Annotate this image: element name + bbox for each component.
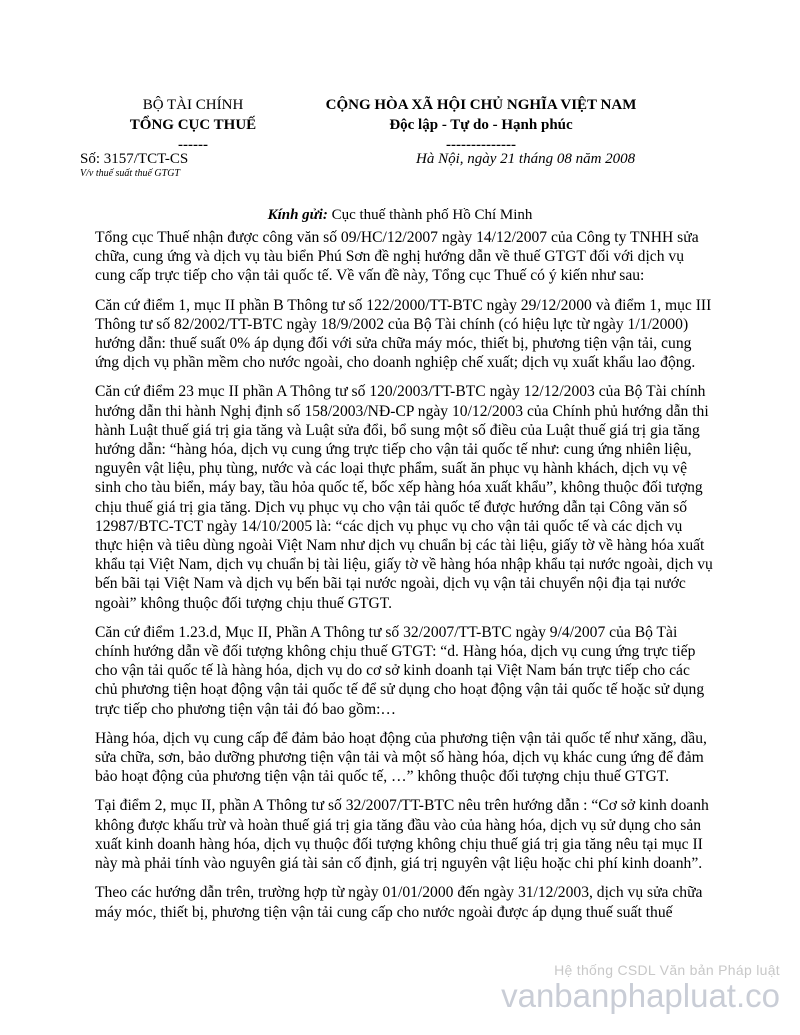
country-name: CỘNG HÒA XÃ HỘI CHỦ NGHĨA VIỆT NAM bbox=[325, 97, 637, 113]
body-paragraph: Căn cứ điểm 1, mục II phần B Thông tư số 122/2000/TT-BTC ngày 29/12/2000 và điểm 1, mục III Thông tư số 82/2002/TT-BTC ngày 18/9/2002 của Bộ Tài chính (có hiệu lực từ ngày 1/1/2000) hướng dẫn: thuế suất 0% áp dụng đối với sửa chữa máy móc, thiết bị, phương tiện vận tải, cung ứng dịch vụ phần mềm cho nước ngoài, cho doanh nghiệp chế xuất; dịch vụ xuất khẩu lao động. bbox=[95, 296, 712, 372]
body-paragraph: Theo các hướng dẫn trên, trường hợp từ ngày 01/01/2000 đến ngày 31/12/2003, dịch vụ sửa chữa máy móc, thiết bị, phương tiện vận tải cung cấp cho nước ngoài được áp dụng thuế suất thuế bbox=[95, 884, 703, 921]
recipient-name: Cục thuế thành phố Hồ Chí Minh bbox=[327, 207, 533, 223]
body-paragraph: Hàng hóa, dịch vụ cung cấp để đảm bảo hoạt động của phương tiện vận tải quốc tế như xăng, dầu, sửa chữa, sơn, bảo dưỡng phương tiện vận tải và một số hàng hóa, dịch vụ khác cung ứng để đảm bảo hoạt động của phương tiện vận tải quốc tế, …” không thuộc đối tượng chịu thuế GTGT. bbox=[95, 729, 707, 786]
body-paragraph: Căn cứ điểm 1.23.d, Mục II, Phần A Thông tư số 32/2007/TT-BTC ngày 9/4/2007 của Bộ Tài chính hướng dẫn về đối tượng không chịu thuế GTGT: “d. Hàng hóa, dịch vụ cung ứng trực tiếp cho vận tải quốc tế là hàng hóa, dịch vụ do cơ sở kinh doanh tại Việt Nam bán trực tiếp cho các chủ phương tiện hoạt động vận tải quốc tế để sử dụng cho hoạt động vận tải quốc tế hoặc sử dụng trực tiếp cho phương tiện vận tải đó bao gồm:… bbox=[95, 623, 705, 718]
document-number: Số: 3157/TCT-CS bbox=[80, 151, 189, 167]
document-body bbox=[95, 228, 713, 932]
watermark-site: vanbanphapluat.co bbox=[501, 977, 780, 1014]
recipient-label: Kính gửi: bbox=[267, 207, 328, 223]
issuer-divider: ------ bbox=[178, 137, 208, 153]
body-paragraph: Tại điểm 2, mục II, phần A Thông tư số 32/2007/TT-BTC nêu trên hướng dẫn : “Cơ sở kinh doanh không được khấu trừ và hoàn thuế giá trị gia tăng đầu vào của hàng hóa, dịch vụ sử dụng cho sản xuất kinh doanh hàng hóa, dịch vụ thuộc đối tượng không chịu thuế giá trị gia tăng nêu tại mục II này mà phải tính vào nguyên giá tài sản cố định, giá trị nguyên vật liệu hoặc chi phí kinh doanh”. bbox=[95, 797, 709, 873]
ministry-name: BỘ TÀI CHÍNH bbox=[142, 97, 244, 113]
recipient-line bbox=[0, 206, 800, 224]
document-subject: V/v thuế suất thuế GTGT bbox=[80, 168, 180, 179]
body-paragraph: Căn cứ điểm 23 mục II phần A Thông tư số 120/2003/TT-BTC ngày 12/12/2003 của Bộ Tài chính hướng dẫn thi hành Nghị định số 158/2003/NĐ-CP ngày 10/12/2003 của Chính phủ hướng dẫn thi hành Luật thuế giá trị gia tăng và Luật sửa đổi, bổ sung một số điều của Luật thuế giá trị gia tăng hướng dẫn: “hàng hóa, dịch vụ cung ứng trực tiếp cho vận tải quốc tế như: cung ứng nhiên liệu, nguyên vật liệu, phụ tùng, nước và các loại thực phẩm, suất ăn phục vụ hành khách, dịch vụ vệ sinh cho tàu biển, máy bay, tầu hỏa quốc tế, bốc xếp hàng hóa xuất khẩu”, không thuộc đối tượng chịu thuế giá trị gia tăng. Dịch vụ phục vụ cho vận tải quốc tế được hướng dẫn tại Công văn số 12987/BTC-TCT ngày 14/10/2005 là: “các dịch vụ phục vụ cho vận tải quốc tế và các dịch vụ thực hiện và tiêu dùng ngoài Việt Nam như dịch vụ chuẩn bị các tài liệu, giấy tờ về hàng hóa xuất khẩu tại Việt Nam, dịch vụ chuẩn bị tài liệu, giấy tờ về hàng hóa nhập khẩu tại nước ngoài, dịch vụ bến bãi tại Việt Nam và dịch vụ bến bãi tại nước ngoài, dịch vụ vận tải chuyển nội địa tại nước ngoài” không thuộc đối tượng chịu thuế GTGT. bbox=[95, 383, 713, 612]
body-paragraph: Tổng cục Thuế nhận được công văn số 09/HC/12/2007 ngày 14/12/2007 của Công ty TNHH sửa chữa, cung ứng và dịch vụ tàu biển Phú Sơn đề nghị hướng dẫn về thuế GTGT đối với dịch vụ cung cấp trực tiếp cho vận tải quốc tế. Về vấn đề này, Tổng cục Thuế có ý kiến như sau: bbox=[95, 229, 699, 285]
motto: Độc lập - Tự do - Hạnh phúc bbox=[389, 117, 573, 133]
document-date: Hà Nội, ngày 21 tháng 08 năm 2008 bbox=[416, 151, 636, 167]
department-name: TỔNG CỤC THUẾ bbox=[129, 117, 257, 133]
issuer-block bbox=[108, 95, 278, 155]
national-motto-block bbox=[296, 95, 666, 155]
motto-divider: -------------- bbox=[446, 137, 516, 153]
watermark-caption: Hệ thống CSDL Văn bản Pháp luật bbox=[554, 962, 780, 978]
